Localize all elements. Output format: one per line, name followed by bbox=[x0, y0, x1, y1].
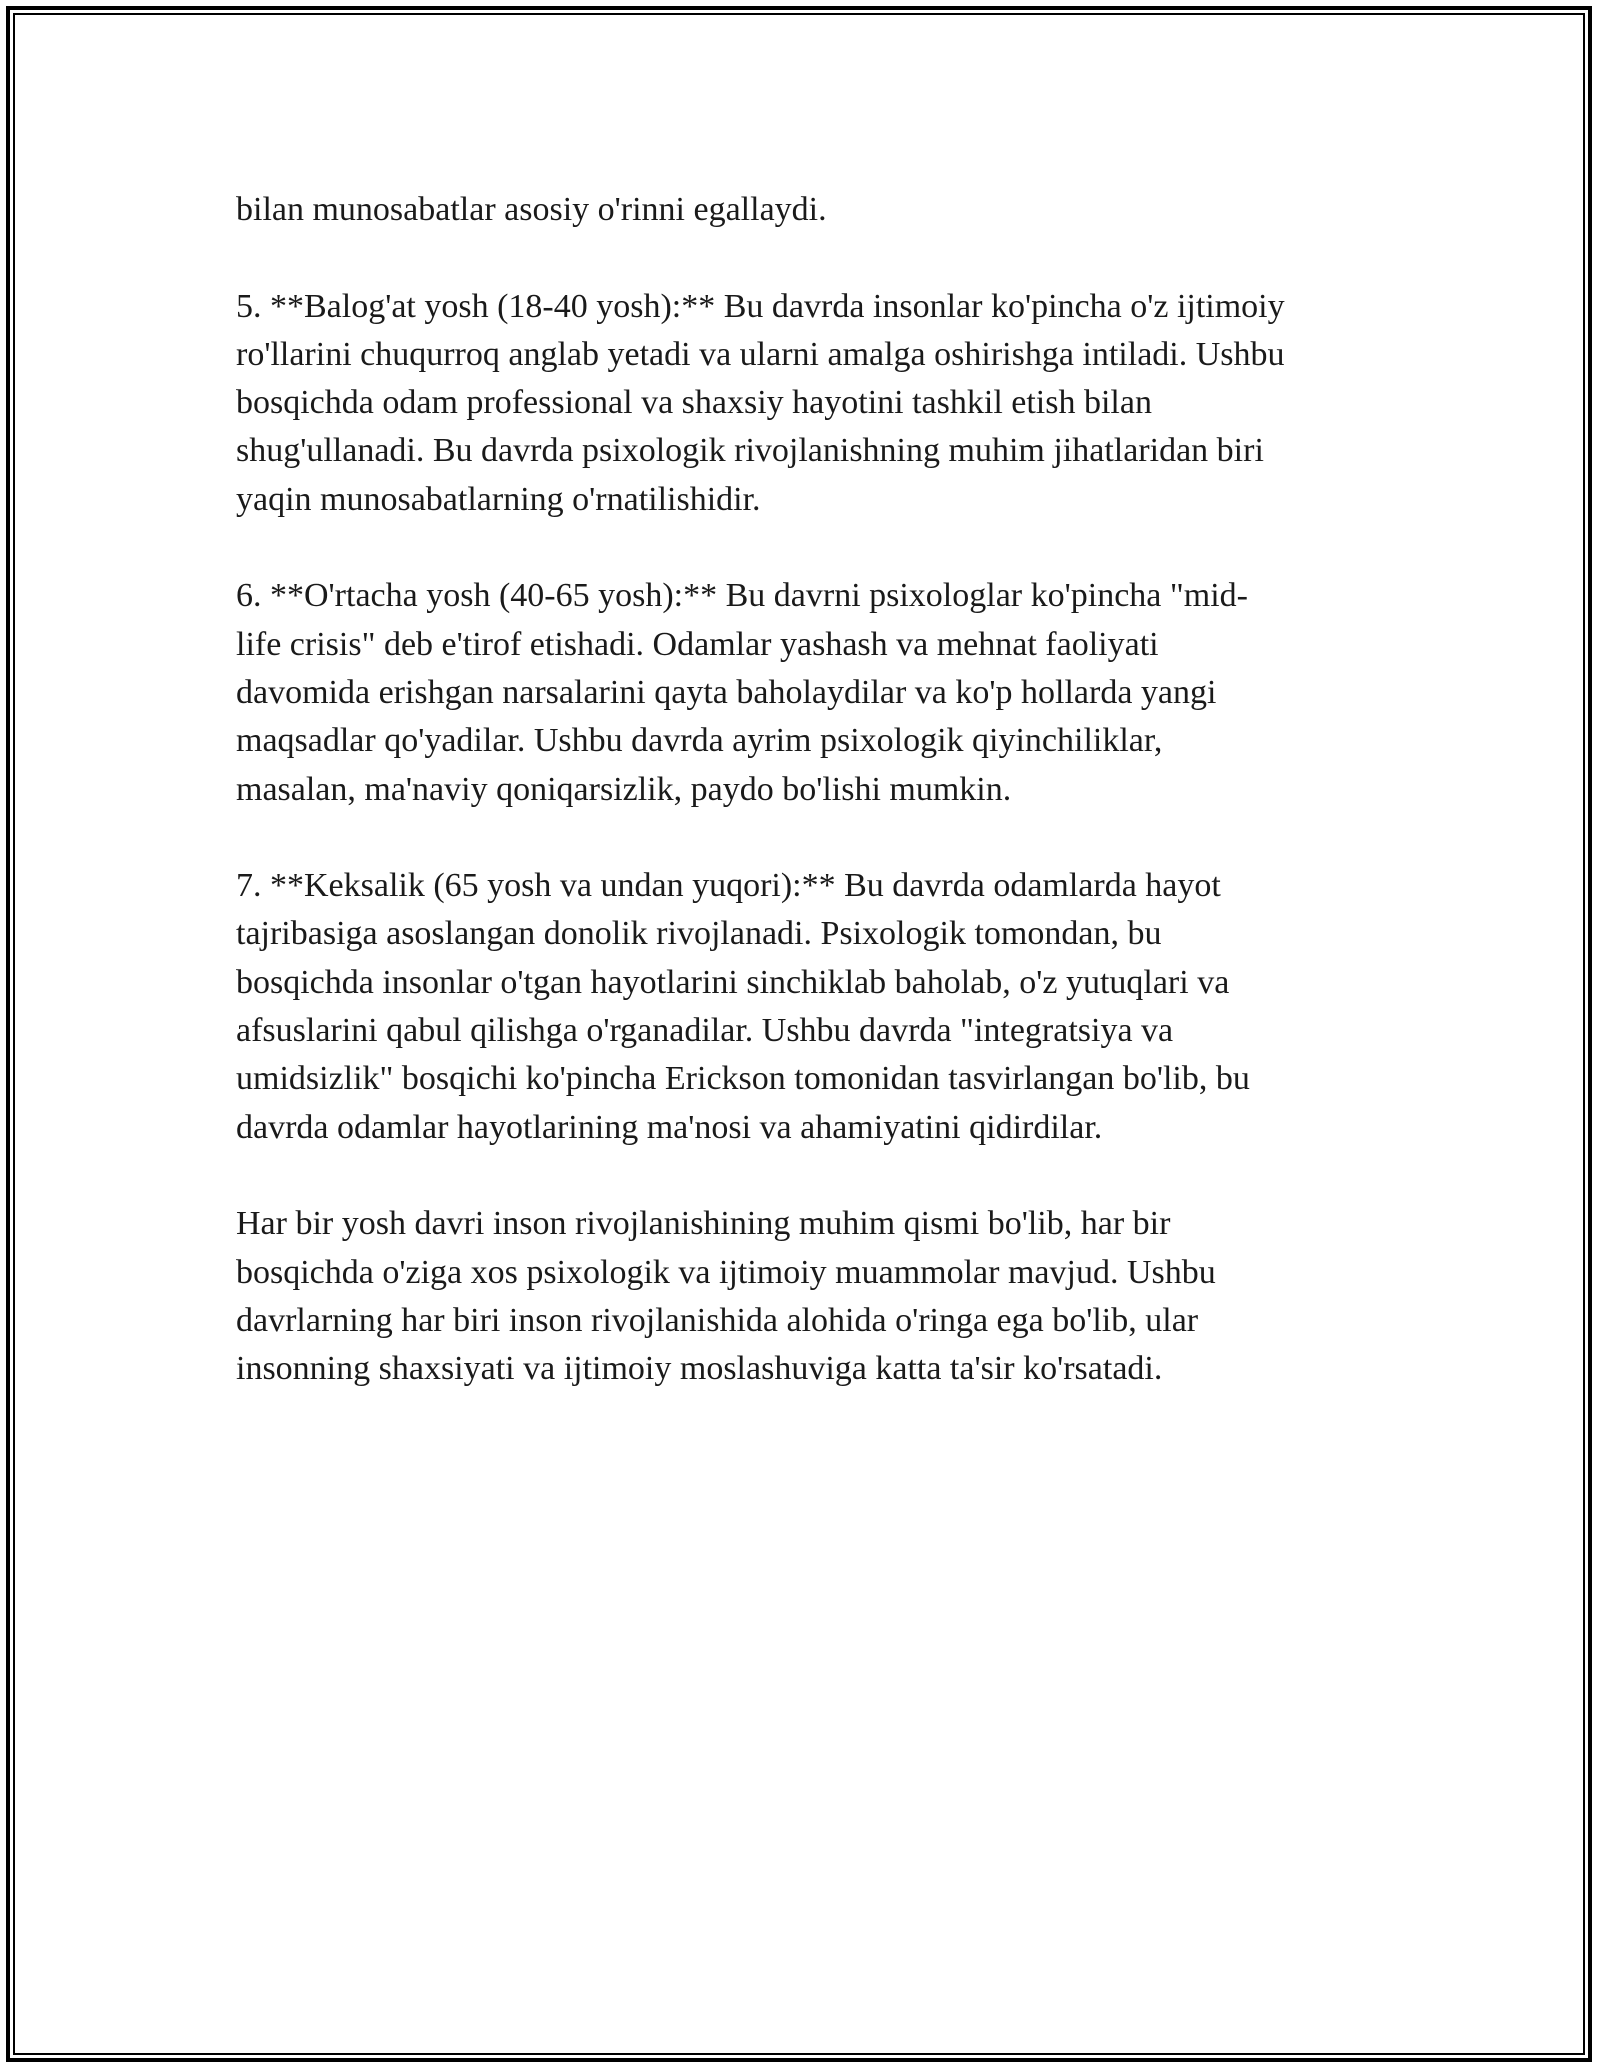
text-line: 6. **O'rtacha yosh (40-65 yosh):** Bu davrni psixologlar ko'pincha "mid- bbox=[236, 577, 1248, 615]
text-line: ro'llarini chuqurroq anglab yetadi va ularni amalga oshirishga intiladi. Ushbu bbox=[236, 335, 1285, 373]
text-line: maqsadlar qo'yadilar. Ushbu davrda ayrim psixologik qiyinchiliklar, bbox=[236, 722, 1163, 760]
text-line: 5. **Balog'at yosh (18-40 yosh):** Bu davrda insonlar ko'pincha o'z ijtimoiy bbox=[236, 287, 1285, 325]
paragraph-middle-age bbox=[236, 572, 1376, 813]
text-line: bosqichda o'ziga xos psixologik va ijtimoiy muammolar mavjud. Ushbu bbox=[236, 1253, 1216, 1291]
text-line: tajribasiga asoslangan donolik rivojlanadi. Psixologik tomondan, bu bbox=[236, 915, 1162, 953]
text-line: afsuslarini qabul qilishga o'rganadilar. Ushbu davrda "integratsiya va bbox=[236, 1012, 1174, 1050]
text-line: bilan munosabatlar asosiy o'rinni egallaydi. bbox=[236, 191, 827, 228]
text-line: shug'ullanadi. Bu davrda psixologik rivojlanishning muhim jihatlaridan biri bbox=[236, 432, 1264, 470]
text-line: bosqichda insonlar o'tgan hayotlarini sinchiklab baholab, o'z yutuqlari va bbox=[236, 963, 1230, 1001]
paragraph-adulthood bbox=[236, 283, 1376, 524]
paragraph-conclusion bbox=[236, 1200, 1376, 1393]
text-line: insonning shaxsiyati va ijtimoiy moslashuviga katta ta'sir ko'rsatadi. bbox=[236, 1350, 1163, 1388]
text-line: umidsizlik" bosqichi ko'pincha Erickson tomonidan tasvirlangan bo'lib, bu bbox=[236, 1060, 1250, 1098]
text-line: bosqichda odam professional va shaxsiy hayotini tashkil etish bilan bbox=[236, 384, 1152, 422]
text-line: davrlarning har biri inson rivojlanishida alohida o'ringa ega bo'lib, ular bbox=[236, 1301, 1199, 1339]
text-line: davrda odamlar hayotlarining ma'nosi va ahamiyatini qidirdilar. bbox=[236, 1108, 1103, 1146]
text-line: yaqin munosabatlarning o'rnatilishidir. bbox=[236, 480, 761, 518]
document-body bbox=[236, 186, 1376, 1393]
text-line: Har bir yosh davri inson rivojlanishining muhim qismi bo'lib, har bir bbox=[236, 1205, 1171, 1243]
text-line: life crisis" deb e'tirof etishadi. Odamlar yashash va mehnat faoliyati bbox=[236, 625, 1159, 663]
text-line: 7. **Keksalik (65 yosh va undan yuqori):** Bu davrda odamlarda hayot bbox=[236, 867, 1221, 905]
text-line: davomida erishgan narsalarini qayta baholaydilar va ko'p hollarda yangi bbox=[236, 673, 1217, 711]
text-line: masalan, ma'naviy qoniqarsizlik, paydo bo'lishi mumkin. bbox=[236, 770, 1012, 808]
paragraph-old-age bbox=[236, 862, 1376, 1152]
paragraph-continuation bbox=[236, 186, 1376, 234]
